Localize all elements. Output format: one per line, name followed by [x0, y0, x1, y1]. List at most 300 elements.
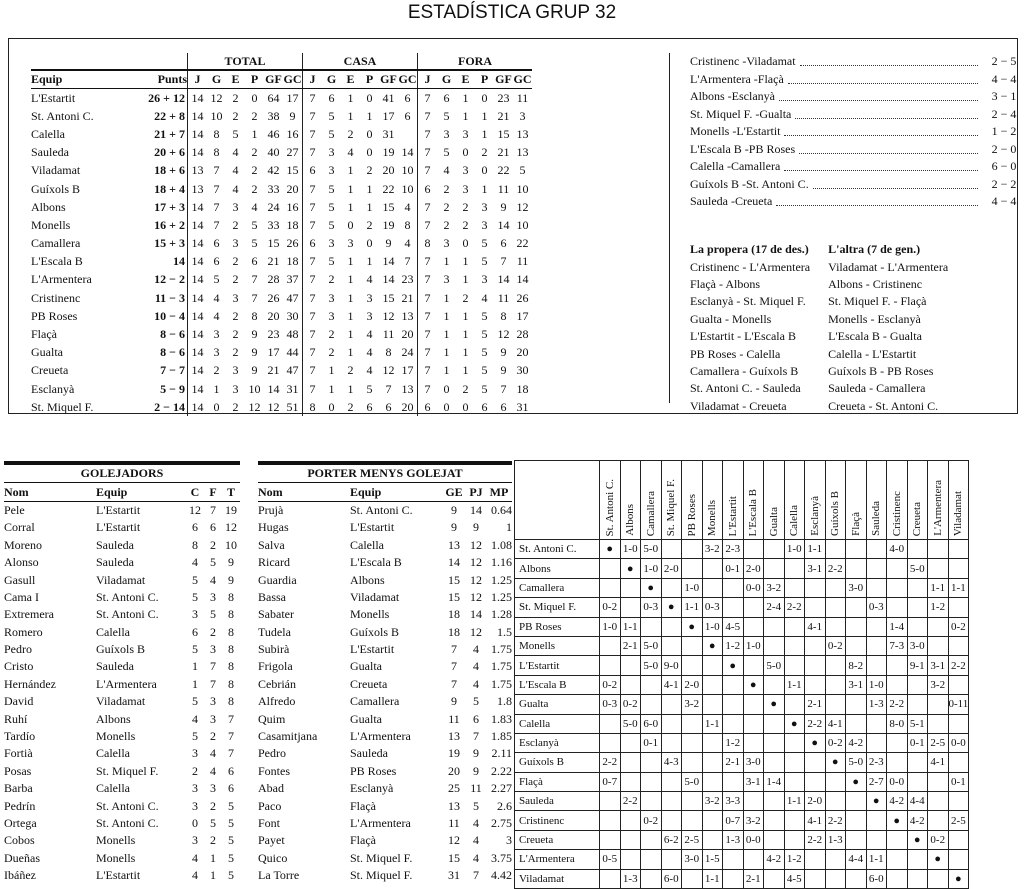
matrix-cell: [805, 869, 826, 888]
matrix-cell: 1-1: [702, 869, 723, 888]
stat-t: 6: [228, 763, 234, 778]
header-g: G: [207, 70, 226, 89]
matrix-cell: [764, 792, 785, 811]
standings-group-header: [31, 53, 532, 70]
matrix-cell: [743, 540, 764, 559]
matrix-cell: 4-2: [887, 792, 908, 811]
stat-away: 5: [481, 254, 488, 269]
matrix-cell: ●: [641, 578, 662, 597]
stat-home: 3: [328, 290, 335, 305]
stat-total: 7: [213, 181, 220, 196]
stat-f: 9: [473, 520, 479, 535]
result-match: L'Escala B -PB Roses: [690, 141, 796, 156]
player-team: Monells: [350, 607, 390, 622]
stat-total: 6: [213, 254, 220, 269]
matrix-cell: [887, 830, 908, 849]
matrix-cell: [723, 578, 744, 597]
stat-f: 11: [470, 781, 482, 796]
matrix-col-label: Calella: [788, 504, 801, 536]
matrix-cell: [784, 559, 805, 578]
stat-away: 5: [481, 236, 488, 251]
stat-total: 40: [267, 145, 280, 160]
header-g: G: [437, 70, 456, 89]
matrix-row-team: Guíxols B: [515, 753, 600, 772]
stat-home: 1: [366, 254, 373, 269]
stat-t: 3.75: [491, 850, 512, 865]
team-name: Gualta: [31, 345, 63, 360]
matrix-cell: [764, 733, 785, 752]
table-row: [31, 235, 532, 253]
matrix-col-label: Esclanyà: [808, 496, 821, 536]
stat-total: 13: [188, 162, 208, 180]
matrix-cell: ●: [866, 792, 887, 811]
matrix-cell: 1-3: [620, 869, 641, 888]
player-name: Paco: [258, 798, 282, 813]
matrix-cell: [661, 850, 682, 869]
player-name: Gasull: [4, 572, 36, 587]
matrix-cell: 0-2: [948, 617, 969, 636]
stat-total: 14: [188, 89, 208, 108]
matrix-cell: [600, 656, 621, 675]
stat-f: 5: [210, 816, 216, 830]
matrix-cell: [784, 578, 805, 597]
team-points: 18 + 4: [154, 181, 185, 196]
result-match: Albons -Esclanyà: [690, 89, 775, 104]
matrix-col-label: PB Roses: [685, 493, 698, 536]
team-name: Calella: [31, 126, 65, 141]
stat-total: 16: [286, 126, 299, 141]
player-team: St. Miquel F.: [350, 868, 413, 883]
results-matrix: [514, 460, 969, 889]
stat-total: 14: [188, 216, 208, 234]
matrix-cell: [702, 656, 723, 675]
matrix-row-team: Creueta: [515, 830, 600, 849]
matrix-cell: [784, 636, 805, 655]
matrix-cell: [620, 772, 641, 791]
stat-away: 3: [481, 272, 488, 287]
matrix-cell: [702, 695, 723, 714]
player-team: Albons: [350, 572, 385, 587]
stat-home: 4: [404, 236, 411, 251]
team-points: 10 − 4: [154, 308, 185, 323]
stat-total: 47: [286, 290, 299, 305]
matrix-cell: [948, 714, 969, 733]
leader-dots: [795, 110, 978, 119]
matrix-cell: 1-0: [641, 559, 662, 578]
matrix-col-team: [764, 461, 785, 540]
keepers-table: [258, 461, 512, 884]
stat-total: 2: [232, 345, 239, 360]
stat-away: 26: [516, 290, 529, 305]
stat-away: 5: [481, 327, 488, 342]
stat-home: 10: [401, 181, 414, 196]
list-item: [258, 867, 512, 884]
matrix-cell: 3-2: [764, 578, 785, 597]
matrix-cell: 2-0: [682, 675, 703, 694]
matrix-cell: ●: [784, 714, 805, 733]
stat-away: 13: [516, 145, 529, 160]
stat-total: 4: [232, 163, 239, 178]
stat-home: 17: [401, 363, 414, 378]
result-score: 2 − 2: [991, 176, 1017, 191]
list-item: [4, 780, 240, 797]
stat-f: 3: [210, 694, 216, 709]
stat-home: 15: [382, 199, 395, 214]
stat-away: 17: [516, 308, 529, 323]
matrix-cell: 6-0: [661, 869, 682, 888]
stat-away: 1: [462, 345, 469, 360]
group-away: FORA: [418, 53, 533, 70]
matrix-cell: [866, 830, 887, 849]
stat-f: 4: [473, 659, 479, 674]
matrix-cell: 6-0: [641, 714, 662, 733]
stat-f: 2: [210, 729, 216, 744]
list-item: [4, 519, 240, 536]
fixture-following: Calella - L'Estartit: [828, 346, 917, 361]
stat-t: 1.85: [491, 729, 512, 744]
player-team: Gualta: [350, 711, 382, 726]
stat-home: 7: [303, 362, 323, 380]
list-item: [258, 624, 512, 641]
stat-total: 12: [248, 399, 261, 414]
player-name: Ortega: [4, 816, 37, 830]
stat-home: 12: [382, 363, 395, 378]
player-name: David: [4, 694, 34, 709]
stat-total: 46: [267, 126, 280, 141]
matrix-cell: 0-2: [620, 695, 641, 714]
player-team: Camallera: [350, 694, 400, 709]
matrix-col-label: Guíxols B: [829, 491, 842, 536]
stat-home: 9: [385, 236, 392, 251]
team-name: Monells: [31, 217, 71, 232]
stat-away: 0: [481, 90, 488, 105]
matrix-cell: [866, 540, 887, 559]
matrix-cell: 2-0: [661, 559, 682, 578]
stat-total: 3: [232, 363, 239, 378]
stat-home: 1: [328, 363, 335, 378]
list-item: [4, 641, 240, 658]
player-name: Fortià: [4, 746, 33, 761]
stat-t: 6: [228, 781, 234, 796]
stat-home: 7: [303, 180, 323, 198]
matrix-cell: 0-2: [600, 598, 621, 617]
list-item: [4, 589, 240, 606]
matrix-cell: [887, 598, 908, 617]
table-row: [31, 144, 532, 162]
fixture-next: PB Roses - Calella: [690, 346, 781, 361]
matrix-cell: 9-0: [661, 656, 682, 675]
header-e: E: [226, 70, 245, 89]
matrix-cell: [600, 636, 621, 655]
table-row: [31, 271, 532, 289]
team-points: 16 + 2: [154, 217, 185, 232]
matrix-cell: [743, 714, 764, 733]
matrix-row-team: Flaçà: [515, 772, 600, 791]
team-points: 20 + 6: [154, 145, 185, 160]
header-gf: GF: [379, 70, 398, 89]
stat-away: 7: [418, 380, 438, 398]
matrix-cell: 1-5: [702, 850, 723, 869]
stat-f: 2: [210, 537, 216, 552]
keepers-title: PORTER MENYS GOLEJAT: [258, 463, 512, 483]
stat-home: 0: [366, 145, 373, 160]
stat-total: 6: [213, 236, 220, 251]
page-title: ESTADÍSTICA GRUP 32: [407, 2, 617, 23]
matrix-cell: [743, 792, 764, 811]
matrix-cell: [805, 675, 826, 694]
stat-total: 44: [286, 345, 299, 360]
stat-t: 9: [228, 555, 234, 570]
stat-away: 6: [443, 90, 450, 105]
player-team: Monells: [96, 833, 136, 848]
stat-home: 5: [328, 217, 335, 232]
stat-c: 6: [192, 520, 198, 535]
matrix-cell: [928, 540, 949, 559]
stat-home: 13: [401, 381, 414, 396]
matrix-col-label: Viladamat: [952, 490, 965, 536]
stat-f: 2: [210, 624, 216, 639]
stat-f: 4: [473, 833, 479, 848]
matrix-cell: [743, 733, 764, 752]
stat-away: 0: [443, 399, 450, 414]
fixture-next: St. Antoni C. - Sauleda: [690, 381, 801, 396]
stat-home: 6: [385, 399, 392, 414]
matrix-col-team: [866, 461, 887, 540]
stat-away: 5: [481, 381, 488, 396]
matrix-row-team: L'Armentera: [515, 850, 600, 869]
stat-away: 22: [516, 236, 529, 251]
matrix-cell: 2-2: [825, 559, 846, 578]
matrix-cell: [866, 656, 887, 675]
stat-away: 7: [418, 198, 438, 216]
matrix-cell: [661, 811, 682, 830]
result-row: [690, 106, 1024, 124]
matrix-cell: 3-2: [702, 792, 723, 811]
player-name: Payet: [258, 833, 285, 848]
player-name: Cama I: [4, 589, 39, 604]
stat-home: 1: [347, 90, 354, 105]
matrix-cell: 3-2: [743, 811, 764, 830]
matrix-cell: 3-0: [846, 578, 867, 597]
matrix-cell: [723, 695, 744, 714]
matrix-cell: 2-1: [805, 695, 826, 714]
player-name: Hernández: [4, 676, 56, 691]
stat-total: 14: [188, 253, 208, 271]
matrix-cell: [743, 598, 764, 617]
matrix-col-team: [846, 461, 867, 540]
matrix-cell: [784, 772, 805, 791]
matrix-cell: [682, 559, 703, 578]
matrix-row: [515, 598, 969, 617]
matrix-cell: [846, 869, 867, 888]
matrix-row-team: Calella: [515, 714, 600, 733]
matrix-cell: 8-2: [846, 656, 867, 675]
matrix-cell: 4-1: [805, 617, 826, 636]
matrix-cell: ●: [805, 733, 826, 752]
list-item: [4, 867, 240, 884]
matrix-cell: [805, 753, 826, 772]
matrix-cell: 1-1: [948, 578, 969, 597]
stat-c: 1: [192, 676, 198, 691]
stat-t: 1.16: [491, 555, 512, 570]
matrix-cell: [887, 578, 908, 597]
stat-away: 23: [497, 90, 510, 105]
matrix-cell: 4-1: [928, 753, 949, 772]
stat-home: 7: [303, 344, 323, 362]
stat-total: 14: [188, 144, 208, 162]
matrix-cell: [702, 753, 723, 772]
fixture-row: [690, 398, 966, 415]
team-name: Sauleda: [31, 145, 69, 160]
stat-home: 2: [347, 126, 354, 141]
stat-away: 7: [418, 362, 438, 380]
stat-away: 7: [418, 344, 438, 362]
matrix-cell: 0-1: [948, 772, 969, 791]
matrix-cell: 0-3: [600, 695, 621, 714]
stat-away: 7: [418, 325, 438, 343]
list-item: [4, 797, 240, 814]
stat-away: 1: [462, 90, 469, 105]
matrix-col-team: [907, 461, 928, 540]
player-team: Monells: [96, 729, 136, 744]
header-points: Punts: [131, 70, 188, 89]
stat-total: 2: [251, 108, 258, 123]
matrix-cell: 3-1: [743, 772, 764, 791]
player-name: Barba: [4, 781, 33, 796]
next-round-heading: La propera (17 de des.): [690, 242, 809, 257]
stat-home: 5: [366, 381, 373, 396]
stat-home: 7: [303, 289, 323, 307]
matrix-cell: 5-0: [764, 656, 785, 675]
header-gc: GC: [283, 70, 303, 89]
player-team: Calella: [96, 746, 130, 761]
list-item: [258, 658, 512, 675]
header-j: J: [303, 70, 323, 89]
stat-away: 12: [497, 327, 510, 342]
stat-away: 2: [462, 217, 469, 232]
matrix-cell: [866, 714, 887, 733]
team-points: 5 − 9: [160, 381, 185, 396]
stat-c: 9: [451, 520, 457, 535]
stat-away: 6: [500, 399, 507, 414]
stat-f: 4: [473, 816, 479, 830]
matrix-cell: 4-3: [661, 753, 682, 772]
stat-f: 4: [473, 676, 479, 691]
matrix-cell: 0-11: [948, 695, 969, 714]
list-item: [258, 641, 512, 658]
stat-total: 28: [267, 272, 280, 287]
stat-total: 14: [267, 381, 280, 396]
stat-away: 6: [418, 398, 438, 416]
header-pj: PJ: [466, 483, 486, 501]
stat-f: 4: [210, 572, 216, 587]
matrix-cell: [620, 598, 641, 617]
matrix-col-team: [887, 461, 908, 540]
group-total: TOTAL: [188, 53, 303, 70]
player-team: L'Armentera: [96, 676, 157, 691]
stat-total: 20: [267, 308, 280, 323]
stat-away: 1: [462, 308, 469, 323]
matrix-cell: [620, 811, 641, 830]
matrix-cell: [641, 772, 662, 791]
matrix-cell: [682, 792, 703, 811]
matrix-cell: [723, 869, 744, 888]
matrix-row: [515, 695, 969, 714]
matrix-cell: 3-1: [805, 559, 826, 578]
matrix-cell: 2-1: [743, 869, 764, 888]
matrix-cell: 2-2: [805, 714, 826, 733]
matrix-cell: [661, 636, 682, 655]
matrix-cell: [846, 617, 867, 636]
team-points: 12 − 2: [154, 272, 185, 287]
matrix-cell: 6-2: [661, 830, 682, 849]
list-item: [258, 710, 512, 727]
stat-home: 1: [347, 254, 354, 269]
header-j: J: [418, 70, 438, 89]
matrix-cell: [620, 578, 641, 597]
stat-f: 5: [210, 555, 216, 570]
stat-total: 23: [267, 327, 280, 342]
scorers-table: [4, 461, 240, 884]
matrix-row-team: Camallera: [515, 578, 600, 597]
team-name: L'Estartit: [31, 90, 76, 105]
matrix-cell: 1-2: [928, 598, 949, 617]
stat-away: 4: [481, 290, 488, 305]
stat-total: 9: [251, 327, 258, 342]
matrix-cell: 4-5: [723, 617, 744, 636]
stat-t: 7: [228, 746, 234, 761]
player-team: Guíxols B: [350, 624, 400, 639]
stat-away: 14: [497, 272, 510, 287]
player-name: Ricard: [258, 555, 290, 570]
stat-c: 3: [192, 781, 198, 796]
stat-away: 5: [443, 108, 450, 123]
stat-total: 3: [232, 199, 239, 214]
stat-c: 5: [192, 572, 198, 587]
matrix-col-team: [661, 461, 682, 540]
matrix-cell: [907, 598, 928, 617]
stat-f: 6: [473, 711, 479, 726]
stat-away: 3: [443, 236, 450, 251]
stat-home: 3: [328, 236, 335, 251]
stat-c: 31: [448, 868, 460, 883]
stat-away: 7: [500, 381, 507, 396]
stat-home: 1: [347, 345, 354, 360]
fixture-next: Flaçà - Albons: [690, 276, 760, 291]
stat-home: 0: [347, 217, 354, 232]
matrix-cell: [948, 830, 969, 849]
header-gf: GF: [494, 70, 513, 89]
leader-dots: [788, 75, 978, 84]
stat-home: 7: [385, 381, 392, 396]
fixture-row: [690, 328, 966, 345]
stat-total: 3: [232, 381, 239, 396]
stat-away: 3: [462, 126, 469, 141]
stat-away: 6: [481, 399, 488, 414]
stat-total: 21: [267, 363, 280, 378]
stat-away: 18: [516, 381, 529, 396]
stat-c: 2: [192, 763, 198, 778]
stat-total: 5: [251, 236, 258, 251]
stat-home: 6: [404, 108, 411, 123]
matrix-cell: [682, 656, 703, 675]
player-team: St. Antoni C.: [96, 607, 159, 622]
matrix-cell: [702, 559, 723, 578]
matrix-cell: [620, 656, 641, 675]
team-name: Viladamat: [31, 163, 81, 178]
stat-home: 2: [366, 217, 373, 232]
matrix-cell: [825, 772, 846, 791]
